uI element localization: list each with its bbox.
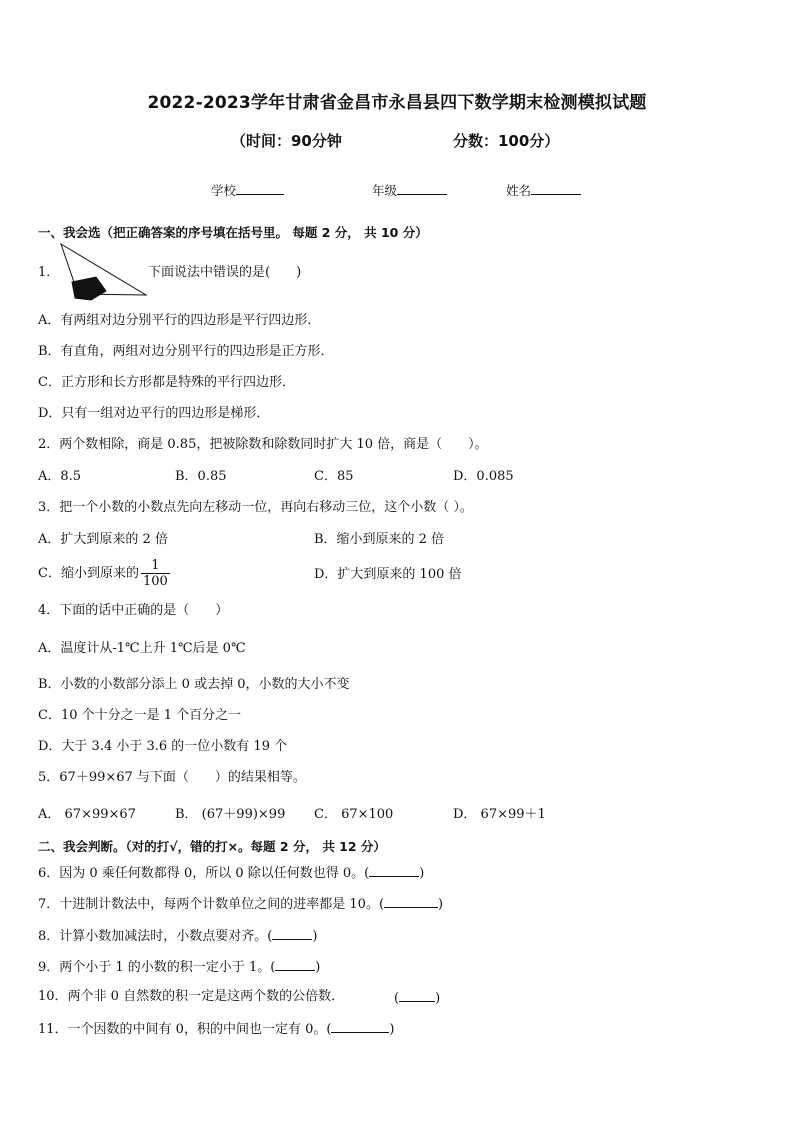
grade-label: 年级 [372, 183, 398, 198]
judge-item [38, 927, 317, 945]
name-field [506, 181, 581, 199]
fraction-denominator: 100 [142, 574, 168, 589]
judge-item [38, 864, 424, 882]
q1-option-c[interactable]: C．正方形和长方形都是特殊的平行四边形． [38, 375, 295, 390]
name-label: 姓名 [506, 183, 532, 198]
q1-option-b[interactable]: B．有直角，两组对边分别平行的四边形是正方形． [38, 344, 334, 359]
judge-close-paren: ) [419, 866, 425, 881]
q2-option-c[interactable]: C．85 [314, 469, 354, 484]
section-one-heading: 一、我会选（把正确答案的序号填在括号里。 每题 2 分， 共 10 分） [38, 225, 428, 240]
answer-blank[interactable] [331, 1020, 389, 1033]
grade-blank[interactable] [397, 182, 447, 195]
q2-option-a[interactable]: A．8.5 [38, 469, 82, 484]
q2-option-d[interactable]: D．0.085 [453, 469, 514, 484]
judge-text: 7．十进制计数法中，每两个计数单位之间的进率都是 10。( [38, 897, 385, 912]
answer-blank[interactable] [384, 895, 438, 908]
q4-stem: 4．下面的话中正确的是（ ） [38, 603, 229, 618]
judge-item [38, 895, 443, 913]
judge-text: 6．因为 0 乘任何数都得 0，所以 0 除以任何数也得 0。( [38, 866, 370, 881]
q5-option-a[interactable]: A． 67×99×67 [38, 807, 136, 822]
judge-text: 10．两个非 0 自然数的积一定是这两个数的公倍数． [38, 989, 345, 1004]
name-blank[interactable] [531, 182, 581, 195]
q4-option-d[interactable]: D．大于 3.4 小于 3.6 的一位小数有 19 个 [38, 739, 288, 754]
judge-text: 11．一个因数的中间有 0，积的中间也一定有 0。( [38, 1022, 332, 1037]
judge-close-paren: ) [315, 960, 321, 975]
section-two-heading: 二、我会判断。（对的打√，错的打×。每题 2 分， 共 12 分） [38, 839, 386, 854]
q3-option-c-text: C．缩小到原来的 [38, 566, 139, 581]
answer-blank[interactable] [275, 958, 315, 971]
answer-blank[interactable] [369, 864, 419, 877]
q1-stem: 下面说法中错误的是( ) [148, 265, 302, 280]
fraction-numerator: 1 [141, 558, 170, 574]
judge-text: 9．两个小于 1 的小数的积一定小于 1。( [38, 960, 276, 975]
q4-option-c[interactable]: C．10 个十分之一是 1 个百分之一 [38, 708, 242, 723]
q3-option-b[interactable]: B．缩小到原来的 2 倍 [314, 532, 445, 547]
q3-stem: 3．把一个小数的小数点先向左移动一位，再向右移动三位，这个小数（ ）。 [38, 500, 473, 515]
grade-field [372, 181, 447, 199]
school-blank[interactable] [236, 182, 284, 195]
q1-option-d[interactable]: D．只有一组对边平行的四边形是梯形． [38, 406, 270, 421]
judge-answer [394, 989, 440, 1007]
fraction-one-hundredth [141, 558, 170, 589]
q1-option-a[interactable]: A．有两组对边分别平行的四边形是平行四边形． [38, 313, 321, 328]
judge-close-paren: ) [435, 991, 441, 1006]
q5-option-c[interactable]: C． 67×100 [314, 807, 394, 822]
triangle-figure [58, 242, 150, 302]
q5-option-d[interactable]: D． 67×99＋1 [453, 807, 546, 822]
q3-option-c[interactable] [38, 558, 170, 589]
judge-close-paren: ) [312, 929, 318, 944]
judge-text: 8．计算小数加减法时，小数点要对齐。( [38, 929, 273, 944]
judge-item [38, 989, 344, 1005]
q5-stem: 5．67＋99×67 与下面（ ）的结果相等。 [38, 770, 306, 785]
q4-option-b[interactable]: B．小数的小数部分添上 0 或去掉 0，小数的大小不变 [38, 677, 350, 692]
judge-close-paren: ) [389, 1022, 395, 1037]
answer-blank[interactable] [399, 989, 435, 1002]
page-title: 2022-2023学年甘肃省金昌市永昌县四下数学期末检测模拟试题 [147, 93, 647, 113]
judge-close-paren: ) [438, 897, 444, 912]
judge-open-paren: ( [394, 991, 400, 1006]
q1-number: 1． [38, 265, 60, 280]
judge-item [38, 1020, 395, 1038]
q3-option-a[interactable]: A．扩大到原来的 2 倍 [38, 532, 168, 547]
q3-option-d[interactable]: D．扩大到原来的 100 倍 [314, 567, 462, 582]
judge-item [38, 958, 320, 976]
school-field [211, 181, 284, 199]
q2-option-b[interactable]: B．0.85 [175, 469, 227, 484]
q2-stem: 2．两个数相除，商是 0.85，把被除数和除数同时扩大 10 倍，商是（ ）。 [38, 437, 488, 452]
exam-score: 分数：100分） [453, 132, 560, 150]
q4-option-a[interactable]: A．温度计从-1℃上升 1℃后是 0℃ [38, 641, 246, 656]
q5-option-b[interactable]: B． (67＋99)×99 [175, 807, 286, 822]
set-square-shape [72, 277, 106, 300]
answer-blank[interactable] [272, 927, 312, 940]
school-label: 学校 [211, 183, 237, 198]
exam-time: （时间：90分钟 [231, 132, 342, 150]
